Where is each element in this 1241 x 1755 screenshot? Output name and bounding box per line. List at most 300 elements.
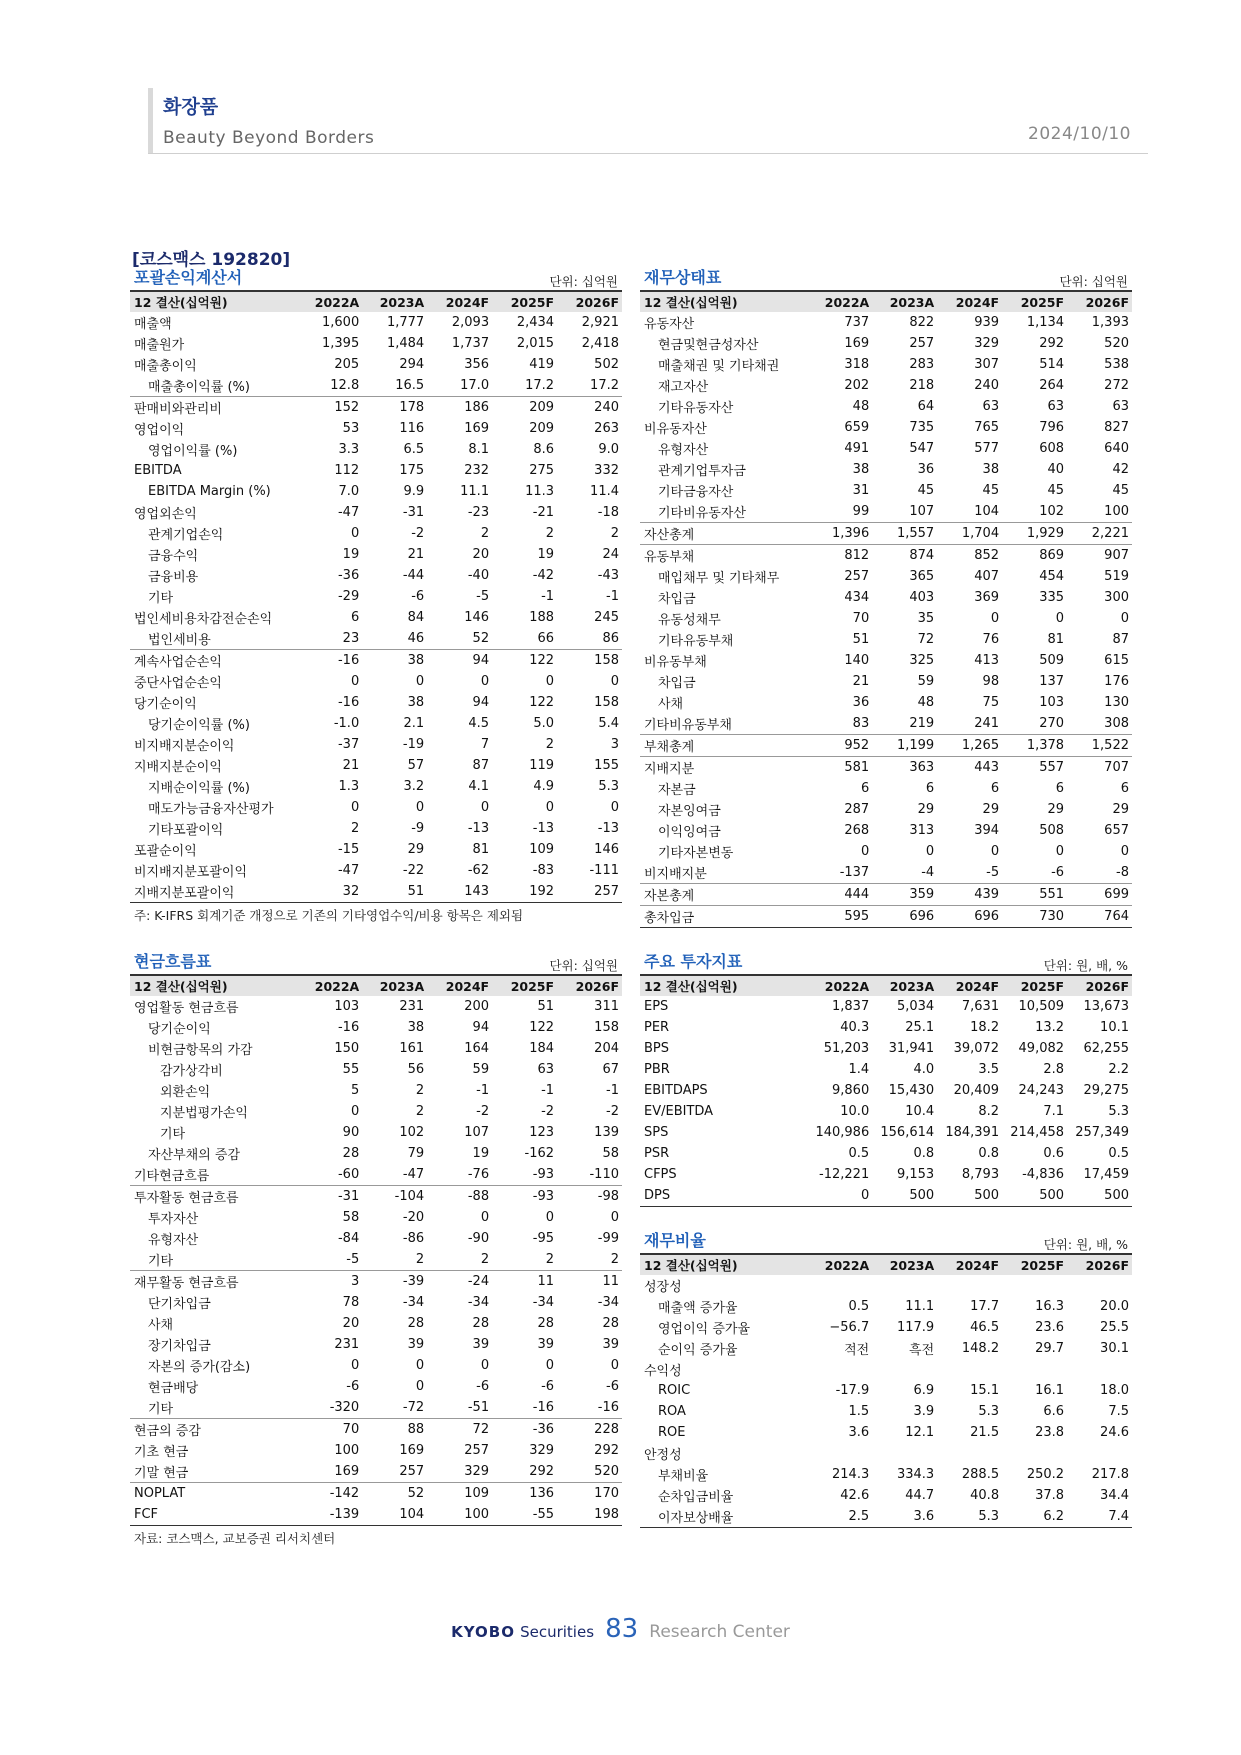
- income-statement-section: [130, 266, 622, 924]
- column-header: 12 결산(십억원): [644, 979, 738, 994]
- cell-value: -6: [541, 1379, 555, 1394]
- column-header: 2024F: [955, 978, 1000, 994]
- table-row: [130, 650, 622, 672]
- cell-value: 39: [407, 1337, 425, 1352]
- cell-value: -137: [839, 865, 870, 880]
- cell-value: 88: [362, 1419, 427, 1441]
- row-label: 기타현금흐름: [134, 1169, 210, 1184]
- row-label: PSR: [644, 1146, 670, 1161]
- cell-value: 31,941: [888, 1041, 935, 1056]
- cell-value: 0: [1055, 611, 1065, 626]
- cell-value: 34.4: [1100, 1488, 1129, 1503]
- cell-value: 150: [334, 1041, 360, 1056]
- row-label: 매입채무 및 기타채무: [658, 571, 780, 586]
- cell-value: 170: [557, 1483, 622, 1505]
- table-row: [130, 692, 622, 713]
- cell-value: 20.0: [1100, 1299, 1129, 1314]
- cell-value: 214.3: [832, 1467, 870, 1482]
- cell-value: 209: [529, 421, 555, 436]
- cell-value: [807, 1359, 872, 1380]
- cell-value: 292: [594, 1443, 619, 1458]
- report-date: 2024/10/10: [1028, 124, 1131, 144]
- row-label: EBITDA Margin (%): [148, 484, 271, 499]
- table-row: [130, 1419, 622, 1441]
- cell-value: 0: [610, 1210, 619, 1225]
- cell-value: 5.3: [1108, 1104, 1129, 1119]
- cell-value: 595: [807, 906, 872, 928]
- cell-value: 19: [472, 1146, 490, 1161]
- table-row: [640, 1059, 1132, 1080]
- cell-value: 764: [1067, 906, 1132, 928]
- cell-value: 117.9: [896, 1320, 935, 1335]
- cell-value: 36: [917, 462, 935, 477]
- cell-value: 1,929: [1002, 523, 1067, 545]
- table-row: [130, 1080, 622, 1101]
- cell-value: 657: [1104, 823, 1129, 838]
- cell-value: -31: [297, 1186, 362, 1208]
- cell-value: 140: [844, 653, 870, 668]
- cell-value: 28: [342, 1146, 360, 1161]
- cell-value: 287: [844, 802, 870, 817]
- cell-value: 23.6: [1035, 1320, 1065, 1335]
- cell-value: 46: [407, 631, 425, 646]
- cell-value: 20,409: [953, 1083, 1000, 1098]
- cell-value: 7.0: [338, 484, 360, 499]
- cell-value: 0: [990, 611, 1000, 626]
- cell-value: 6: [1055, 781, 1065, 796]
- cell-value: 51: [537, 999, 555, 1014]
- cell-value: [1067, 1443, 1132, 1464]
- row-label: 당기순이익률 (%): [148, 718, 250, 733]
- section-header: [640, 1229, 1132, 1253]
- cell-value: 63: [1047, 399, 1065, 414]
- row-label: PBR: [644, 1062, 670, 1077]
- cell-value: 123: [529, 1125, 555, 1140]
- cell-value: 272: [1104, 378, 1129, 393]
- cell-value: 198: [557, 1504, 622, 1526]
- table-row: [130, 333, 622, 354]
- cell-value: -23: [467, 505, 490, 520]
- cell-value: 36: [852, 695, 870, 710]
- section-title: 주요 투자지표: [644, 952, 743, 971]
- table-row: [640, 1422, 1132, 1443]
- column-header: 2026F: [1085, 978, 1129, 994]
- table-row: [130, 671, 622, 692]
- cell-value: 28: [472, 1316, 490, 1331]
- cell-value: -47: [337, 863, 360, 878]
- table-row: [640, 523, 1132, 545]
- row-label: 매도가능금융자산평가: [148, 802, 274, 817]
- table-row: [130, 1483, 622, 1505]
- cell-value: 102: [399, 1125, 425, 1140]
- cell-value: 32: [297, 881, 362, 903]
- row-label: 비현금항목의 가감: [148, 1043, 253, 1058]
- cell-value: 63: [1112, 399, 1129, 414]
- cell-value: 356: [464, 357, 490, 372]
- cell-value: 17,459: [1083, 1167, 1129, 1182]
- cell-value: 12.1: [905, 1425, 935, 1440]
- cell-value: 0: [350, 526, 360, 541]
- cell-value: 56: [407, 1062, 425, 1077]
- table-row: [640, 778, 1132, 799]
- cell-value: -139: [297, 1504, 362, 1526]
- cell-value: 17.0: [460, 378, 490, 393]
- cell-value: 13,673: [1083, 999, 1129, 1014]
- table-note: 주: K-IFRS 회계기준 개정으로 기존의 기타영업수익/비용 항목은 제외됨: [134, 908, 524, 923]
- cell-value: 102: [1039, 504, 1065, 519]
- cell-value: -16: [597, 1400, 619, 1415]
- cell-value: 765: [974, 420, 1000, 435]
- cell-value: -84: [337, 1231, 360, 1246]
- cell-value: -47: [402, 1167, 425, 1182]
- cell-value: 139: [594, 1125, 619, 1140]
- cell-value: -44: [402, 568, 425, 583]
- cell-value: 122: [529, 695, 555, 710]
- column-header: 2024F: [955, 1257, 1000, 1273]
- table-row: [640, 1485, 1132, 1506]
- cell-value: 84: [407, 610, 425, 625]
- row-label: 유동부채: [640, 545, 807, 567]
- section-title: 재무상태표: [644, 268, 722, 287]
- cell-value: 122: [492, 650, 557, 672]
- cell-value: 581: [807, 757, 872, 779]
- table-row: [640, 1359, 1132, 1380]
- cell-value: -40: [467, 568, 490, 583]
- column-header: 2023A: [889, 1257, 935, 1273]
- cell-value: 24,243: [1018, 1083, 1065, 1098]
- row-label: NOPLAT: [130, 1483, 297, 1505]
- row-label: 기타비유동부채: [644, 718, 732, 733]
- cell-value: 359: [872, 884, 937, 906]
- cell-value: 40.3: [840, 1020, 870, 1035]
- cell-value: 66: [537, 631, 555, 646]
- footer-brand-sub: Securities: [520, 1623, 595, 1641]
- cell-value: 334.3: [896, 1467, 935, 1482]
- section-header: [640, 950, 1132, 974]
- cell-value: 흑전: [909, 1343, 935, 1358]
- cell-value: 2: [480, 526, 490, 541]
- cell-value: 696: [872, 906, 937, 928]
- cell-value: 116: [399, 421, 425, 436]
- cell-value: 3.3: [338, 442, 360, 457]
- cell-value: 109: [427, 1483, 492, 1505]
- cell-value: 17.2: [525, 378, 555, 393]
- column-header: 2022A: [824, 1257, 870, 1273]
- cell-value: 5.4: [598, 716, 619, 731]
- table-row: [640, 1164, 1132, 1185]
- cell-value: 231: [334, 1337, 360, 1352]
- cell-value: 186: [427, 397, 492, 419]
- cell-value: 214,458: [1010, 1125, 1065, 1140]
- cell-value: 31: [852, 483, 870, 498]
- cell-value: 100: [1104, 504, 1129, 519]
- table-row: [130, 418, 622, 439]
- cell-value: -34: [467, 1295, 490, 1310]
- row-label: 기타비유동자산: [658, 506, 746, 521]
- cell-value: 0.5: [1108, 1146, 1129, 1161]
- cell-value: 38: [982, 462, 1000, 477]
- row-label: 부채총계: [640, 735, 807, 757]
- cell-value: 1,704: [937, 523, 1002, 545]
- cell-value: 38: [852, 462, 870, 477]
- row-label: 수익성: [644, 1364, 682, 1379]
- column-header: 2026F: [1085, 294, 1129, 310]
- cell-value: 184: [529, 1041, 555, 1056]
- table-row: [640, 1185, 1132, 1207]
- cell-value: 796: [1039, 420, 1065, 435]
- column-header: 2022A: [824, 978, 870, 994]
- table-row: [130, 1355, 622, 1376]
- cell-value: 18.0: [1100, 1383, 1129, 1398]
- table-header-row: [640, 975, 1132, 996]
- cell-value: 24: [602, 547, 619, 562]
- row-label: CFPS: [644, 1167, 677, 1182]
- cell-value: 250.2: [1026, 1467, 1065, 1482]
- table-row: [640, 906, 1132, 928]
- cell-value: 1,134: [1026, 315, 1065, 330]
- table-row: [130, 1397, 622, 1419]
- cell-value: 335: [1039, 590, 1065, 605]
- cell-value: -1: [476, 1083, 490, 1098]
- cell-value: 270: [1039, 716, 1065, 731]
- cell-value: 283: [909, 357, 935, 372]
- table-row: [130, 776, 622, 797]
- cell-value: -37: [337, 737, 360, 752]
- cell-value: [1002, 1359, 1067, 1380]
- row-label: 판매비와관리비: [130, 397, 297, 419]
- cell-value: 39,072: [953, 1041, 1000, 1056]
- cell-value: 99: [852, 504, 870, 519]
- cell-value: 205: [334, 357, 360, 372]
- section-title: 포괄손익계산서: [134, 268, 243, 287]
- table-row: [640, 312, 1132, 333]
- cell-value: -6: [411, 589, 425, 604]
- cell-value: 394: [974, 823, 1000, 838]
- cell-value: 25.5: [1100, 1320, 1129, 1335]
- table-row: [130, 1017, 622, 1038]
- cell-value: -5: [476, 589, 490, 604]
- row-label: 비유동자산: [644, 422, 707, 437]
- table-row: [130, 544, 622, 565]
- cell-value: 10.4: [905, 1104, 935, 1119]
- row-label: 영업외손익: [134, 507, 197, 522]
- section-unit: 단위: 십억원: [1059, 274, 1128, 289]
- row-label: BPS: [644, 1041, 670, 1056]
- cell-value: 11: [557, 1271, 622, 1293]
- cell-value: -34: [402, 1295, 425, 1310]
- cell-value: 0.5: [848, 1299, 870, 1314]
- cell-value: 5.3: [978, 1404, 1000, 1419]
- header-divider: [148, 153, 1148, 154]
- cell-value: 29: [982, 802, 1000, 817]
- footer-research-center: Research Center: [649, 1622, 790, 1642]
- row-label: 감가상각비: [160, 1064, 223, 1079]
- cell-value: 403: [909, 590, 935, 605]
- row-label: EBITDA: [134, 463, 182, 478]
- cell-value: 519: [1104, 569, 1129, 584]
- cell-value: 175: [399, 463, 425, 478]
- cell-value: 78: [342, 1295, 360, 1310]
- column-header: 2026F: [575, 294, 619, 310]
- column-header: 2023A: [379, 294, 425, 310]
- row-label: 지배지분순이익: [134, 760, 222, 775]
- table-row: [130, 1271, 622, 1293]
- row-label: 유동성채무: [658, 613, 721, 628]
- cell-value: 0: [480, 1210, 490, 1225]
- row-label: 비지배지분: [644, 867, 707, 882]
- cell-value: 0: [925, 844, 935, 859]
- cell-value: 2: [545, 737, 555, 752]
- row-label: 기타유동자산: [658, 401, 734, 416]
- cell-value: 329: [974, 336, 1000, 351]
- row-label: ROE: [658, 1425, 686, 1440]
- cell-value: -2: [541, 1104, 555, 1119]
- cell-value: 2: [415, 1083, 425, 1098]
- cell-value: 257: [399, 1464, 425, 1479]
- cell-value: 0: [350, 1104, 360, 1119]
- cell-value: 0: [350, 674, 360, 689]
- cell-value: 122: [529, 1020, 555, 1035]
- cell-value: 1,777: [386, 315, 425, 330]
- cell-value: 0.8: [913, 1146, 935, 1161]
- cell-value: 62,255: [1083, 1041, 1129, 1056]
- cell-value: 640: [1104, 441, 1129, 456]
- cell-value: 152: [297, 397, 362, 419]
- table-row: [640, 438, 1132, 459]
- cell-value: 245: [594, 610, 619, 625]
- cell-value: [937, 1275, 1002, 1296]
- cell-value: 87: [1112, 632, 1129, 647]
- cell-value: 17.2: [590, 378, 619, 393]
- row-label: 당기순이익: [148, 1022, 211, 1037]
- cell-value: 1,396: [807, 523, 872, 545]
- table-row: [640, 1464, 1132, 1485]
- table-row: [130, 818, 622, 839]
- cell-value: 7.5: [1108, 1404, 1129, 1419]
- cell-value: 4.0: [913, 1062, 935, 1077]
- table-row: [130, 375, 622, 397]
- table-row: [130, 1143, 622, 1164]
- table-row: [640, 501, 1132, 523]
- table-row: [130, 1122, 622, 1143]
- cell-value: [872, 1359, 937, 1380]
- cell-value: [937, 1359, 1002, 1380]
- cell-value: 0: [350, 800, 360, 815]
- table-row: [640, 671, 1132, 692]
- cell-value: -16: [337, 1020, 360, 1035]
- row-label: 현금배당: [148, 1381, 199, 1396]
- cell-value: -1: [541, 1083, 555, 1098]
- cell-value: 2,221: [1067, 523, 1132, 545]
- cell-value: -60: [337, 1167, 360, 1182]
- cell-value: 538: [1104, 357, 1129, 372]
- cell-value: -2: [476, 1104, 490, 1119]
- table-row: [640, 587, 1132, 608]
- cell-value: 40.8: [970, 1488, 1000, 1503]
- cell-value: -62: [467, 863, 490, 878]
- cell-value: 329: [529, 1443, 555, 1458]
- cell-value: [1002, 1275, 1067, 1296]
- cell-value: 5.3: [937, 1506, 1002, 1528]
- cell-value: 240: [557, 397, 622, 419]
- cell-value: 257: [844, 569, 870, 584]
- table-row: [130, 797, 622, 818]
- cell-value: 952: [807, 735, 872, 757]
- column-header: 2024F: [445, 978, 490, 994]
- cell-value: 307: [974, 357, 1000, 372]
- cell-value: 8.6: [533, 442, 555, 457]
- cell-value: -42: [532, 568, 555, 583]
- cell-value: 232: [464, 463, 490, 478]
- cell-value: -1: [606, 589, 619, 604]
- cell-value: 6: [350, 610, 360, 625]
- cell-value: 264: [1039, 378, 1065, 393]
- company-name: [코스맥스 192820]: [132, 250, 291, 270]
- cell-value: 5: [350, 1083, 360, 1098]
- column-header: 2025F: [510, 294, 555, 310]
- cell-value: 1,395: [322, 336, 360, 351]
- cell-value: 51: [852, 632, 870, 647]
- table-row: [640, 1275, 1132, 1296]
- row-label: 외환손익: [160, 1085, 211, 1100]
- row-label: 단기차입금: [148, 1297, 211, 1312]
- cell-value: 0: [990, 844, 1000, 859]
- cell-value: 2.1: [403, 716, 425, 731]
- cell-value: 7,631: [961, 999, 1000, 1014]
- cell-value: 79: [407, 1146, 425, 1161]
- table-row: [640, 1401, 1132, 1422]
- table-row: [130, 1334, 622, 1355]
- cell-value: 35: [917, 611, 935, 626]
- cell-value: 2: [415, 1252, 425, 1267]
- cell-value: 2.2: [1108, 1062, 1129, 1077]
- cell-value: 21: [342, 758, 360, 773]
- cell-value: 1,522: [1067, 735, 1132, 757]
- row-label: 비유동부채: [644, 655, 707, 670]
- cell-value: [807, 1443, 872, 1464]
- cell-value: 0: [1055, 844, 1065, 859]
- cell-value: -16: [297, 650, 362, 672]
- row-label: 투자활동 현금흐름: [130, 1186, 297, 1208]
- row-label: 지배지분: [640, 757, 807, 779]
- row-label: 기타유동부채: [658, 634, 734, 649]
- cell-value: 137: [1039, 674, 1065, 689]
- cell-value: 169: [399, 1443, 425, 1458]
- cell-value: −56.7: [829, 1320, 870, 1335]
- row-label: 현금및현금성자산: [658, 338, 759, 353]
- row-label: 금융비용: [148, 570, 199, 585]
- cell-value: 0: [415, 1379, 425, 1394]
- table-row: [640, 1443, 1132, 1464]
- table-row: [640, 650, 1132, 671]
- row-label: 영업이익: [134, 423, 185, 438]
- table-row: [640, 1017, 1132, 1038]
- cell-value: 6: [990, 781, 1000, 796]
- table-row: [130, 523, 622, 544]
- cell-value: 1,378: [1002, 735, 1067, 757]
- cell-value: -320: [329, 1400, 360, 1415]
- cell-value: 1,600: [322, 315, 360, 330]
- row-label: 금융수익: [148, 549, 199, 564]
- cell-value: 2,921: [581, 315, 619, 330]
- cell-value: 2,093: [451, 315, 490, 330]
- section-unit: 단위: 원, 배, %: [1043, 958, 1128, 973]
- cell-value: 1,484: [386, 336, 425, 351]
- cell-value: [807, 1275, 872, 1296]
- cell-value: 659: [844, 420, 870, 435]
- cell-value: 491: [844, 441, 870, 456]
- cell-value: 557: [1002, 757, 1067, 779]
